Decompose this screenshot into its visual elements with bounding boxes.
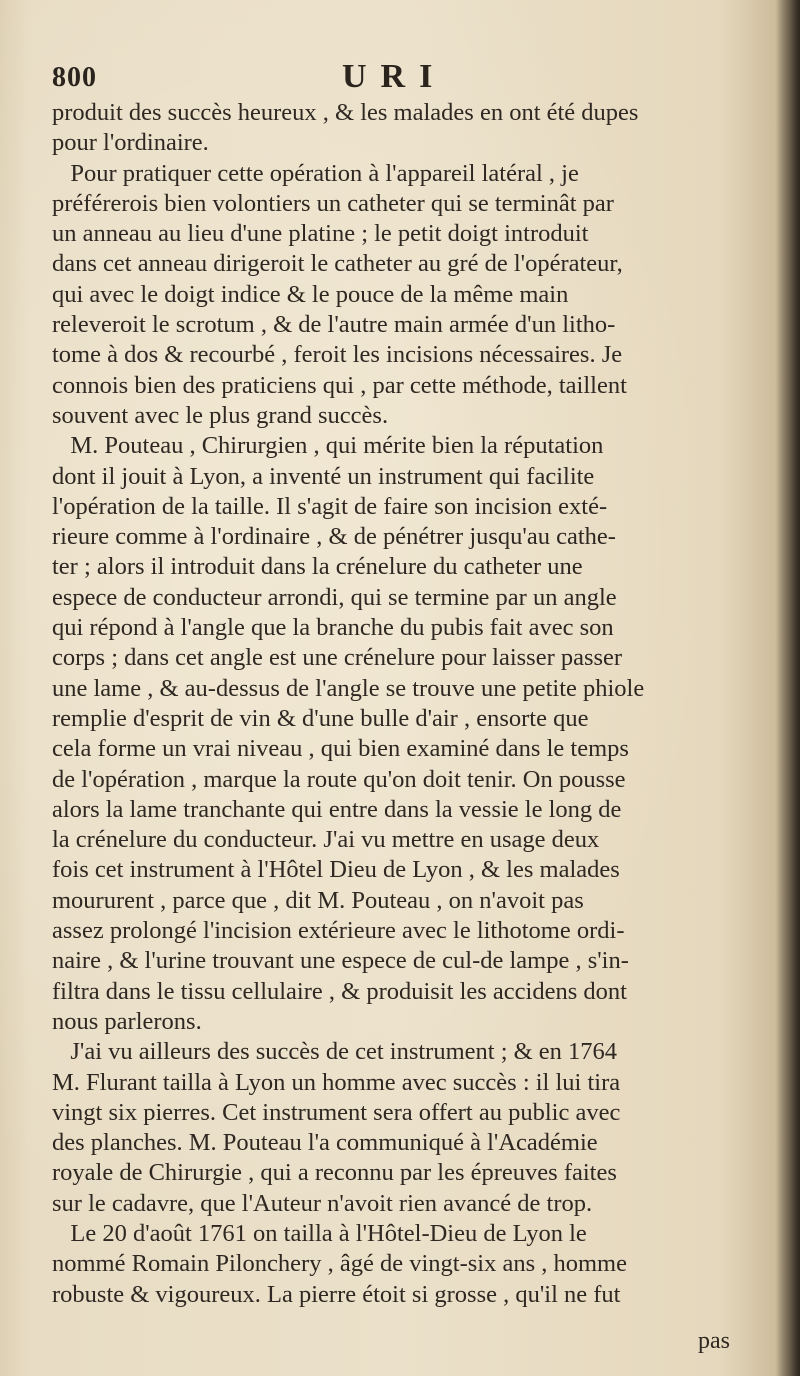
- text-line: qui avec le doigt indice & le pouce de la même main: [52, 280, 569, 308]
- page-header: [52, 58, 752, 98]
- text-line: des planches. M. Pouteau l'a communiqué à l'Académie: [52, 1129, 598, 1157]
- text-line: une lame , & au-dessus de l'angle se trouve une petite phiole: [52, 674, 645, 702]
- text-line: releveroit le scrotum , & de l'autre main armée d'un litho-: [52, 311, 616, 339]
- text-line: l'opération de la taille. Il s'agit de faire son incision exté-: [52, 492, 608, 520]
- text-line: espece de conducteur arrondi, qui se termine par un angle: [52, 583, 617, 611]
- text-line: royale de Chirurgie , qui a reconnu par les épreuves faites: [52, 1159, 617, 1187]
- text-line: filtra dans le tissu cellulaire , & produisit les accidens dont: [52, 977, 627, 1005]
- text-line: J'ai vu ailleurs des succès de cet instrument ; & en 1764: [52, 1038, 618, 1066]
- text-line: dont il jouit à Lyon, a inventé un instrument qui facilite: [52, 462, 595, 490]
- text-line: robuste & vigoureux. La pierre étoit si grosse , qu'il ne fut: [52, 1280, 621, 1308]
- page-number: 800: [52, 62, 97, 93]
- text-line: préférerois bien volontiers un catheter qui se terminât par: [52, 189, 614, 217]
- text-line: un anneau au lieu d'une platine ; le petit doigt introduit: [52, 220, 589, 248]
- text-line: M. Flurant tailla à Lyon un homme avec succès : il lui tira: [52, 1068, 621, 1096]
- text-line: tome à dos & recourbé , feroit les incisions nécessaires. Je: [52, 341, 623, 369]
- text-line: produit des succès heureux , & les malades en ont été dupes: [52, 99, 639, 126]
- text-line: rieure comme à l'ordinaire , & de pénétrer jusqu'au cathe-: [52, 523, 616, 551]
- text-line: pour l'ordinaire.: [52, 129, 209, 157]
- text-line: assez prolongé l'incision extérieure avec le lithotome ordi-: [52, 917, 625, 945]
- text-line: de l'opération , marque la route qu'on doit tenir. On pousse: [52, 765, 626, 793]
- running-head: URI: [342, 58, 447, 95]
- text-line: connois bien des praticiens qui , par cette méthode, taillent: [52, 371, 627, 399]
- text-line: alors la lame tranchante qui entre dans la vessie le long de: [52, 795, 622, 823]
- text-line: moururent , parce que , dit M. Pouteau , on n'avoit pas: [52, 886, 584, 914]
- catchword: pas: [698, 1328, 730, 1354]
- text-line: souvent avec le plus grand succès.: [52, 401, 389, 429]
- text-line: la crénelure du conducteur. J'ai vu mettre en usage deux: [52, 826, 600, 854]
- text-line: dans cet anneau dirigeroit le catheter au gré de l'opérateur,: [52, 250, 623, 278]
- text-line: nous parlerons.: [52, 1007, 202, 1035]
- text-line: sur le cadavre, que l'Auteur n'avoit rien avancé de trop.: [52, 1189, 593, 1217]
- text-line: naire , & l'urine trouvant une espece de cul-de lampe , s'in-: [52, 947, 629, 975]
- text-line: nommé Romain Pilonchery , âgé de vingt-six ans , homme: [52, 1250, 627, 1278]
- body-text: [52, 98, 792, 1310]
- text-line: M. Pouteau , Chirurgien , qui mérite bien la réputation: [52, 432, 604, 460]
- text-line: ter ; alors il introduit dans la crénelure du catheter une: [52, 553, 583, 581]
- text-line: remplie d'esprit de vin & d'une bulle d'air , ensorte que: [52, 704, 589, 732]
- text-line: qui répond à l'angle que la branche du pubis fait avec son: [52, 614, 614, 642]
- text-line: corps ; dans cet angle est une crénelure pour laisser passer: [52, 644, 623, 672]
- text-line: Le 20 d'août 1761 on tailla à l'Hôtel-Dieu de Lyon le: [52, 1219, 587, 1247]
- text-line: fois cet instrument à l'Hôtel Dieu de Lyon , & les malades: [52, 856, 620, 884]
- text-line: Pour pratiquer cette opération à l'appareil latéral , je: [52, 159, 579, 187]
- text-line: cela forme un vrai niveau , qui bien examiné dans le temps: [52, 735, 629, 763]
- text-line: vingt six pierres. Cet instrument sera offert au public avec: [52, 1098, 621, 1126]
